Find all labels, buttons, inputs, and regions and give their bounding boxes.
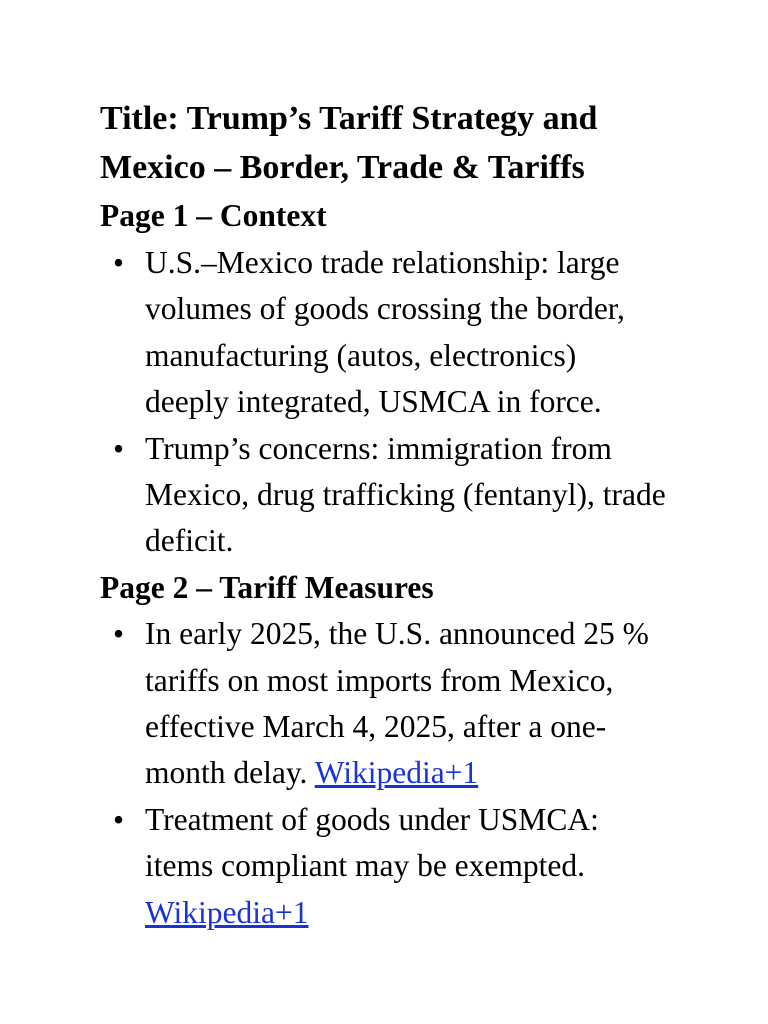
section-tariff-measures (100, 565, 668, 936)
list-item (100, 611, 668, 797)
text-line: tariffs on most imports from Mexico, (145, 662, 614, 698)
bullet-marker: • (113, 616, 125, 652)
text-line: deeply integrated, USMCA in force. (145, 384, 602, 420)
list-item (100, 426, 668, 565)
section-heading: Page 1 – Context (100, 198, 327, 233)
bullet-marker: • (113, 801, 125, 837)
line-text: month delay. (145, 755, 308, 791)
list-item (100, 240, 668, 426)
bullet-list (100, 240, 668, 565)
text-line: deficit. (145, 523, 234, 559)
text-line: In early 2025, the U.S. announced 25 % (145, 616, 649, 652)
text-line: items compliant may be exempted. (145, 848, 586, 884)
text-line: Mexico, drug trafficking (fentanyl), trade (145, 477, 666, 513)
citation-line (145, 890, 668, 936)
text-line: manufacturing (autos, electronics) (145, 337, 577, 373)
list-item (100, 797, 668, 936)
bullet-list (100, 611, 668, 936)
section-heading: Page 2 – Tariff Measures (100, 569, 434, 605)
text-line: volumes of goods crossing the border, (145, 291, 625, 327)
text-line-with-citation (145, 750, 668, 796)
text-line: Trump’s concerns: immigration from (145, 430, 612, 466)
bullet-marker: • (113, 245, 125, 280)
text-line: Treatment of goods under USMCA: (145, 801, 599, 837)
text-line: U.S.–Mexico trade relationship: large (145, 245, 620, 280)
bullet-marker: • (113, 430, 125, 466)
text-line: effective March 4, 2025, after a one- (145, 709, 607, 745)
document-title: Title: Trump’s Tariff Strategy and Mexico – Border, Trade & Tariffs (100, 100, 598, 186)
citation-link-wikipedia[interactable]: Wikipedia+1 (314, 755, 479, 791)
citation-link-wikipedia[interactable]: Wikipedia+1 (145, 894, 309, 930)
section-context (100, 192, 668, 565)
